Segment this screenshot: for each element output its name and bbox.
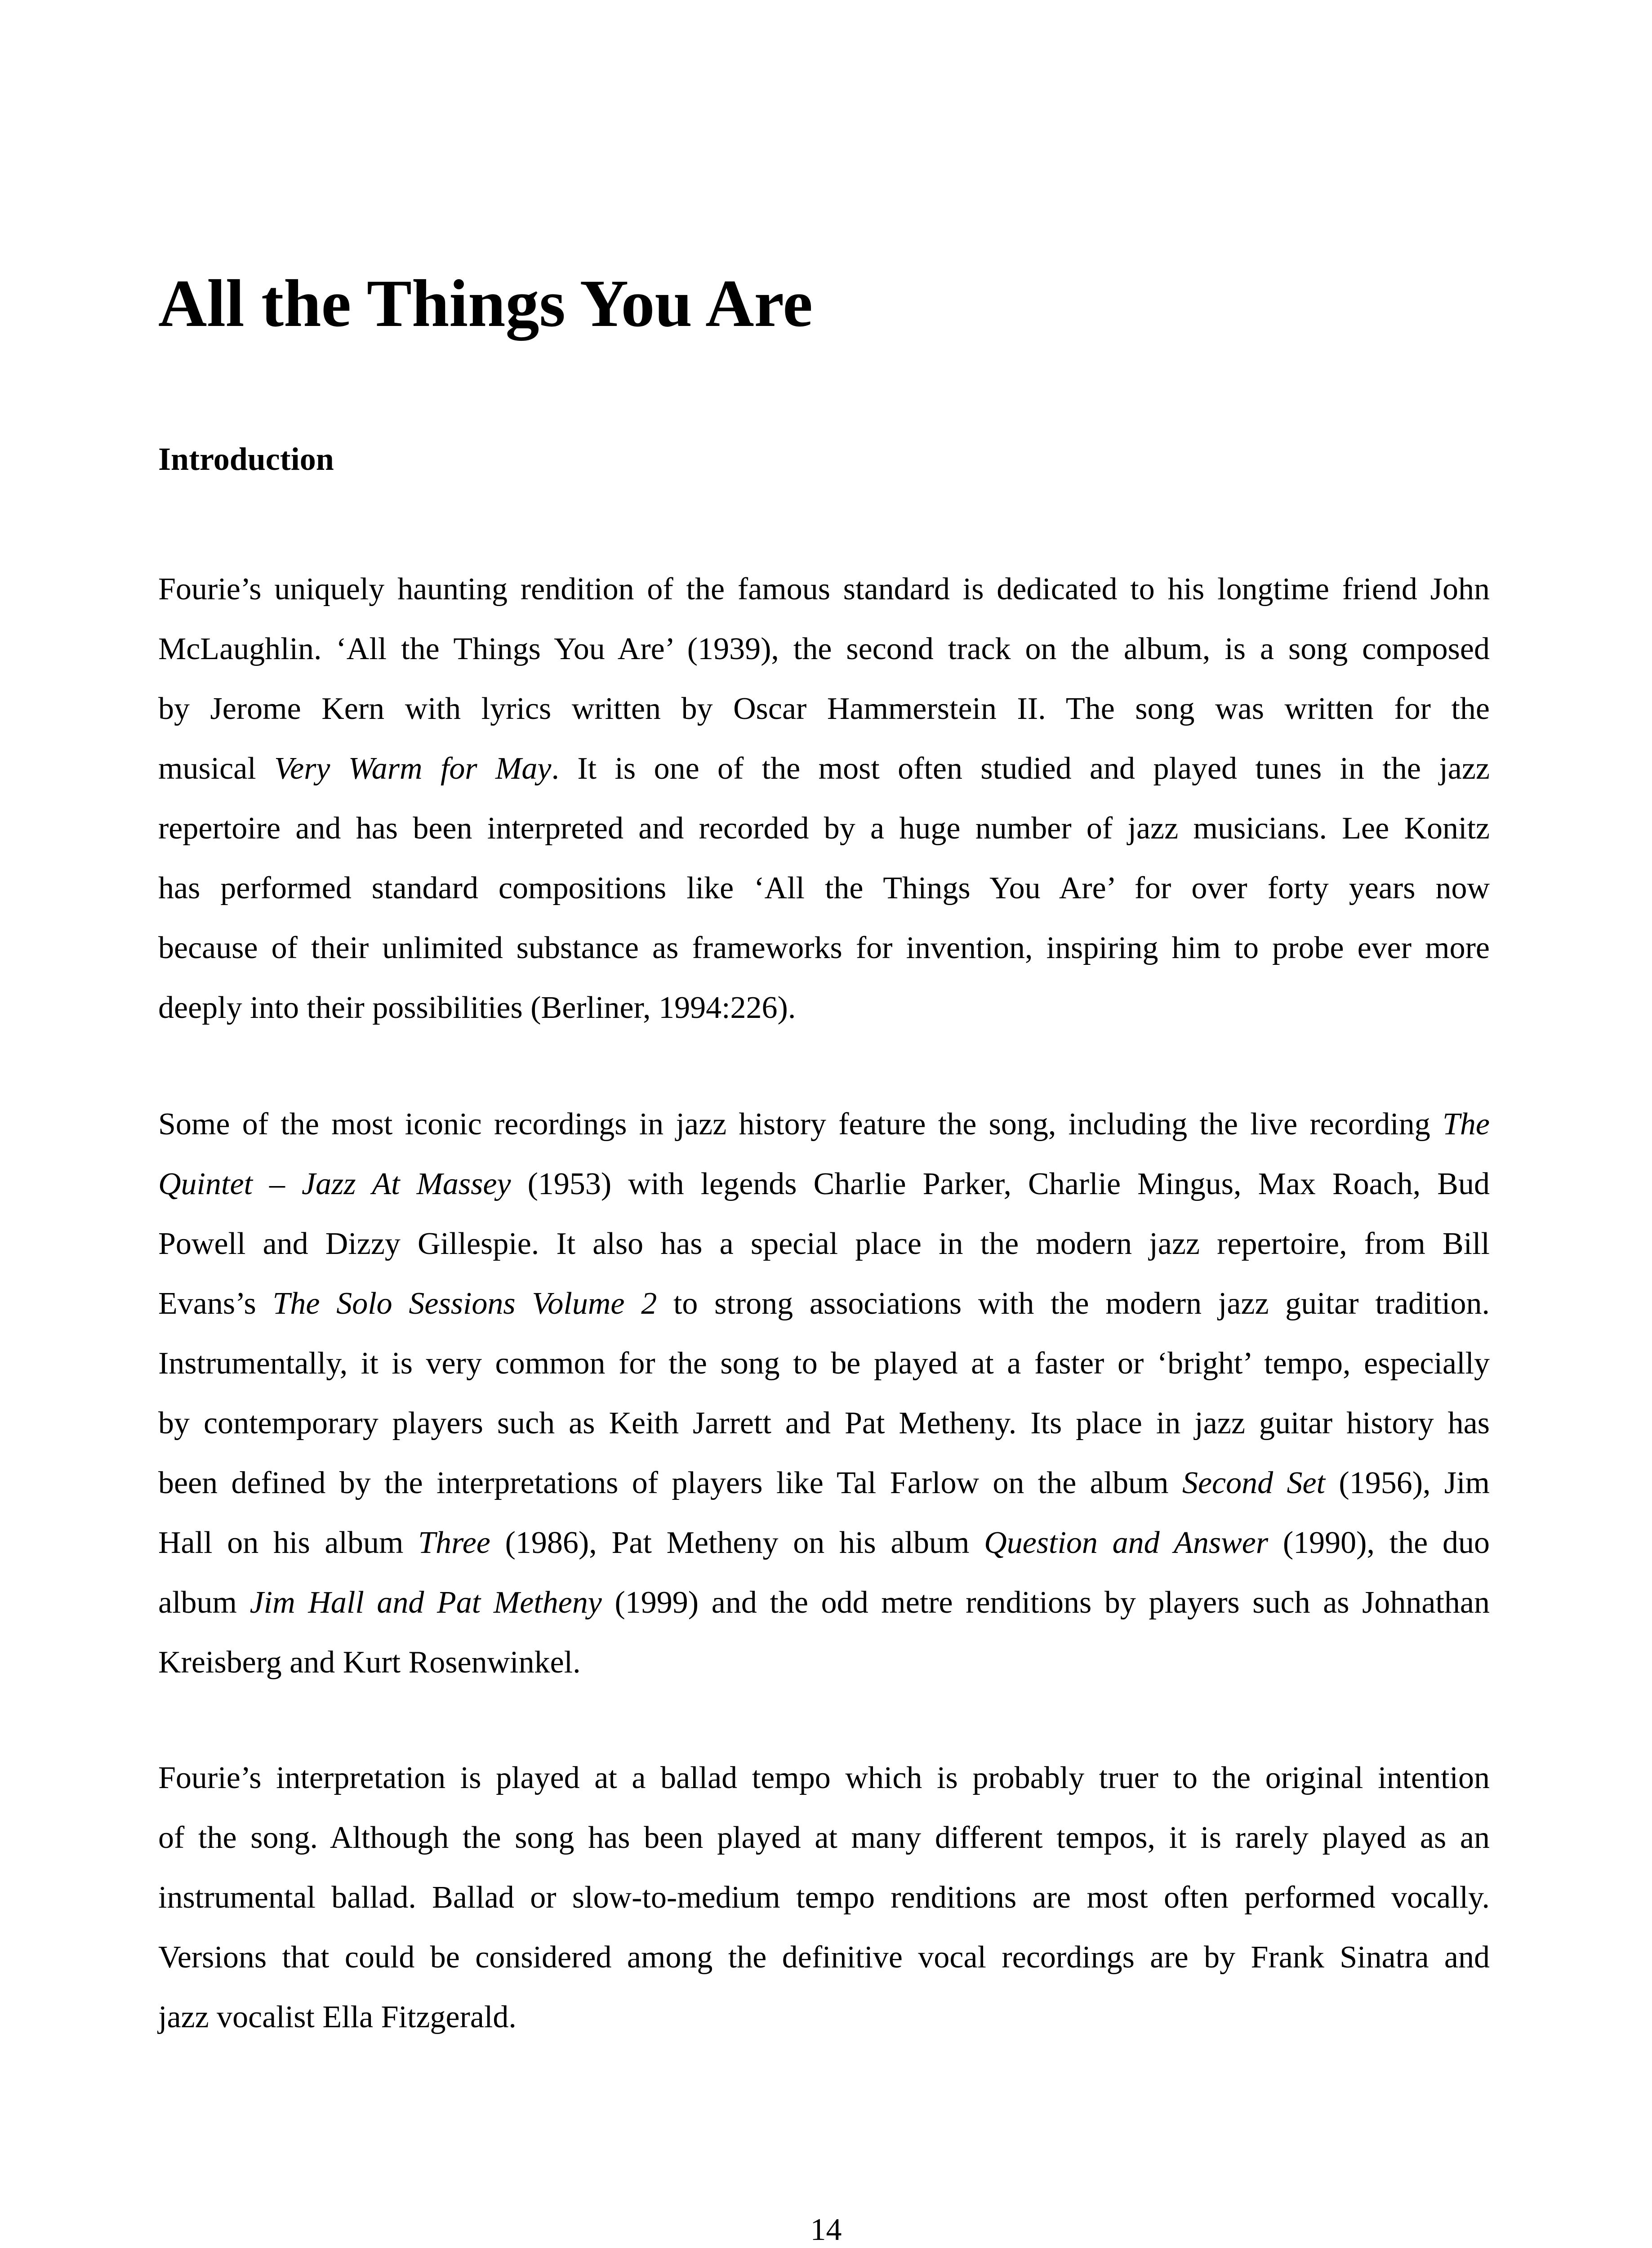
text-line — [158, 1334, 1490, 1393]
text-run: deeply into their possibilities (Berliner, 1994:226). — [158, 990, 796, 1025]
text-line — [158, 1274, 1490, 1334]
page-number: 14 — [810, 2212, 842, 2247]
italic-title-run: The — [1443, 1107, 1490, 1142]
text-run: Evans’s — [158, 1286, 273, 1321]
text-line — [158, 1748, 1490, 1808]
text-line — [158, 1513, 1490, 1573]
text-run: Powell and Dizzy Gillespie. It also has a special place in the modern jazz repertoire, from Bill — [158, 1227, 1490, 1261]
text-line — [158, 798, 1490, 858]
text-run: . It is one of the most often studied and played tunes in the jazz — [551, 751, 1490, 786]
text-line — [158, 1094, 1490, 1154]
text-run: (1986), Pat Metheny on his album — [490, 1525, 984, 1560]
text-run: (1990), the duo — [1268, 1525, 1490, 1560]
text-run: Instrumentally, it is very common for the song to be played at a faster or ‘bright’ tempo, especially — [158, 1346, 1490, 1381]
text-run: instrumental ballad. Ballad or slow-to-medium tempo renditions are most often performed vocally. — [158, 1880, 1490, 1915]
paragraph-3 — [158, 1748, 1490, 2047]
text-line — [158, 1632, 1490, 1692]
text-line — [158, 1573, 1490, 1632]
italic-title-run: Quintet – Jazz At Massey — [158, 1167, 511, 1201]
italic-title-run: Jim Hall and Pat Metheny — [249, 1585, 602, 1620]
text-line — [158, 559, 1490, 619]
text-run: album — [158, 1585, 250, 1620]
text-run: (1953) with legends Charlie Parker, Charlie Mingus, Max Roach, Bud — [511, 1167, 1490, 1201]
paragraph-2 — [158, 1094, 1490, 1692]
text-run: (1956), Jim — [1325, 1466, 1490, 1500]
text-line — [158, 1393, 1490, 1453]
section-heading-introduction: Introduction — [158, 441, 334, 477]
text-line — [158, 978, 1490, 1038]
text-run: Kreisberg and Kurt Rosenwinkel. — [158, 1645, 581, 1680]
text-run: of the song. Although the song has been played at many different tempos, it is rarely played as an — [158, 1820, 1490, 1855]
page-title: All the Things You Are — [158, 266, 813, 341]
text-line — [158, 1868, 1490, 1927]
text-run: repertoire and has been interpreted and recorded by a huge number of jazz musicians. Lee Konitz — [158, 811, 1490, 846]
text-line — [158, 858, 1490, 918]
text-run: because of their unlimited substance as frameworks for invention, inspiring him to probe ever more — [158, 931, 1490, 965]
text-run: Fourie’s interpretation is played at a ballad tempo which is probably truer to the original intention — [158, 1761, 1490, 1795]
text-line — [158, 1808, 1490, 1868]
italic-title-run: Second Set — [1182, 1466, 1326, 1500]
text-run: Versions that could be considered among the definitive vocal recordings are by Frank Sinatra and — [158, 1940, 1490, 1975]
italic-title-run: Three — [418, 1525, 490, 1560]
text-run: (1999) and the odd metre renditions by players such as Johnathan — [601, 1585, 1490, 1620]
text-run: by contemporary players such as Keith Jarrett and Pat Metheny. Its place in jazz guitar history has — [158, 1406, 1490, 1441]
text-run: McLaughlin. ‘All the Things You Are’ (1939), the second track on the album, is a song composed — [158, 632, 1490, 666]
text-line — [158, 739, 1490, 798]
text-line — [158, 619, 1490, 679]
text-line — [158, 918, 1490, 978]
text-line — [158, 1214, 1490, 1274]
text-run: by Jerome Kern with lyrics written by Oscar Hammerstein II. The song was written for the — [158, 691, 1490, 726]
text-line — [158, 679, 1490, 739]
text-run: has performed standard compositions like ‘All the Things You Are’ for over forty years now — [158, 871, 1490, 905]
text-run: musical — [158, 751, 275, 786]
paragraph-1 — [158, 559, 1490, 1038]
text-line — [158, 1927, 1490, 1987]
italic-title-run: Question and Answer — [984, 1525, 1269, 1560]
text-run: been defined by the interpretations of players like Tal Farlow on the album — [158, 1466, 1182, 1500]
text-line — [158, 1453, 1490, 1513]
text-run: jazz vocalist Ella Fitzgerald. — [158, 2000, 517, 2034]
text-run: Hall on his album — [158, 1525, 419, 1560]
text-run: Fourie’s uniquely haunting rendition of the famous standard is dedicated to his longtime friend John — [158, 572, 1490, 607]
text-line — [158, 1987, 1490, 2047]
italic-title-run: Very Warm for May — [274, 751, 552, 786]
text-run: Some of the most iconic recordings in jazz history feature the song, including the live recording — [158, 1107, 1443, 1142]
text-run: to strong associations with the modern jazz guitar tradition. — [657, 1286, 1490, 1321]
italic-title-run: The Solo Sessions Volume 2 — [272, 1286, 657, 1321]
text-line — [158, 1154, 1490, 1214]
